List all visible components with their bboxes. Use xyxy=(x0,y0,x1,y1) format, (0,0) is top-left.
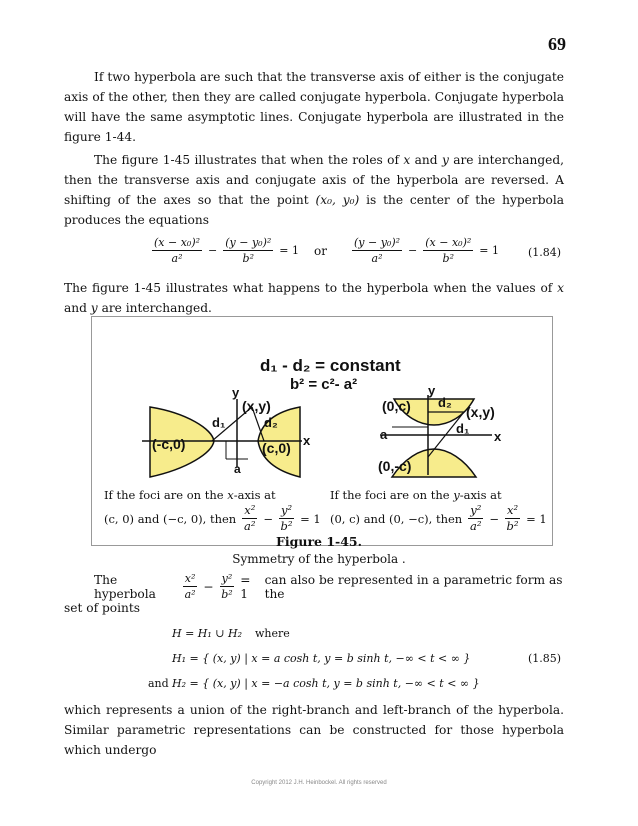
caption-left-line1: If the foci are on the x-axis at xyxy=(104,488,276,502)
caption-left-line2: (c, 0) and (−c, 0), then $\frac{\text{x²}}{\text{a²}}$ − $\frac{\text{y²}}{\text{b²}}$ = 1 xyxy=(104,503,321,533)
left-pos-focus-label: (c,0) xyxy=(262,440,291,456)
equation-1-85-h1: H₁ = { (x, y) | x = a cosh t, y = b sinh t, −∞ < t < ∞ } xyxy=(172,652,471,665)
page-number: 69 xyxy=(548,34,566,54)
paragraph-values-interchanged: The figure 1-45 illustrates what happens to the hyperbola when the values of x and y are interchanged. xyxy=(64,281,564,315)
equation-1-84-left: $\frac{\text{(x − x₀)²}}{\text{a²}}$ − $\frac{\text{(y − y₀)²}}{\text{b²}}$ = 1 xyxy=(154,236,300,265)
left-point-label: (x,y) xyxy=(242,398,271,414)
equation-label-1-84: (1.84) xyxy=(528,246,562,259)
figure-title: Figure 1-45. xyxy=(276,534,362,549)
equation-1-85-union: H = H₁ ∪ H₂ xyxy=(172,627,243,640)
equation-1-85-where: where xyxy=(255,627,290,640)
right-a-label: a xyxy=(380,427,388,442)
right-d2-label: d₂ xyxy=(438,395,452,410)
paragraph-roles-interchanged: The figure 1-45 illustrates that when the roles of x and y are interchanged, then the transverse axis and conjugate axis of the hyperbola are reversed. A shifting of the axes so that the point (x₀, y₀) is the center of the hyperbola produces the equations xyxy=(64,153,565,227)
right-d1-label: d₁ xyxy=(456,421,470,436)
figure-header-1: d₁ - d₂ = constant xyxy=(260,356,401,375)
left-x-label: x xyxy=(303,433,311,448)
equation-or: or xyxy=(314,244,327,258)
left-d1-label: d₁ xyxy=(212,415,226,430)
right-bottom-focus-label: (0,-c) xyxy=(378,458,412,474)
paragraph-union-branches: which represents a union of the right-branch and left-branch of the hyperbola. Similar parametric representations can be constructed for those hyperbola which undergo xyxy=(64,703,564,757)
left-a-label: a xyxy=(234,462,241,476)
figure-subtitle: Symmetry of the hyperbola . xyxy=(232,552,406,566)
left-y-label: y xyxy=(232,385,240,400)
paragraph-conjugate-hyperbola: If two hyperbola are such that the transverse axis of either is the conjugate axis of the other, then they are called conjugate hyperbola. Conjugate hyperbola will have the same asymptotic lines. Conjugate hyperbola are illustrated in the figure 1-44. xyxy=(64,70,564,144)
copyright-footer: Copyright 2012 J.H. Heinbockel. All rights reserved xyxy=(251,780,387,786)
caption-right-line1: If the foci are on the y-axis at xyxy=(330,488,502,502)
equation-1-84-right: $\frac{\text{(y − y₀)²}}{\text{a²}}$ − $\frac{\text{(x − x₀)²}}{\text{b²}}$ = 1 xyxy=(354,236,500,265)
equation-label-1-85: (1.85) xyxy=(528,652,562,665)
left-d2-label: d₂ xyxy=(264,415,278,430)
right-y-label: y xyxy=(428,383,436,398)
right-x-label: x xyxy=(494,429,502,444)
left-neg-focus-label: (-c,0) xyxy=(152,436,186,452)
equation-1-85-and: and xyxy=(148,677,169,690)
right-top-focus-label: (0,c) xyxy=(382,398,411,414)
caption-right-line2: (0, c) and (0, −c), then $\frac{\text{y²}}{\text{a²}}$ − $\frac{\text{x²}}{\text{b²}}$ = 1 xyxy=(330,503,547,533)
equation-1-85-h2: H₂ = { (x, y) | x = −a cosh t, y = b sinh t, −∞ < t < ∞ } xyxy=(172,677,480,690)
right-point-label: (x,y) xyxy=(466,404,495,420)
paragraph-parametric: The hyperbola $\frac{\text{x²}}{\text{a²}}$ − $\frac{\text{y²}}{\text{b²}}$ = 1 can also be represented in a parametric form as the xyxy=(94,572,563,601)
figure-header-2: b² = c²- a² xyxy=(290,376,358,393)
paragraph-parametric-line2: set of points xyxy=(64,601,140,615)
figure-1-45-diagram xyxy=(92,317,550,485)
